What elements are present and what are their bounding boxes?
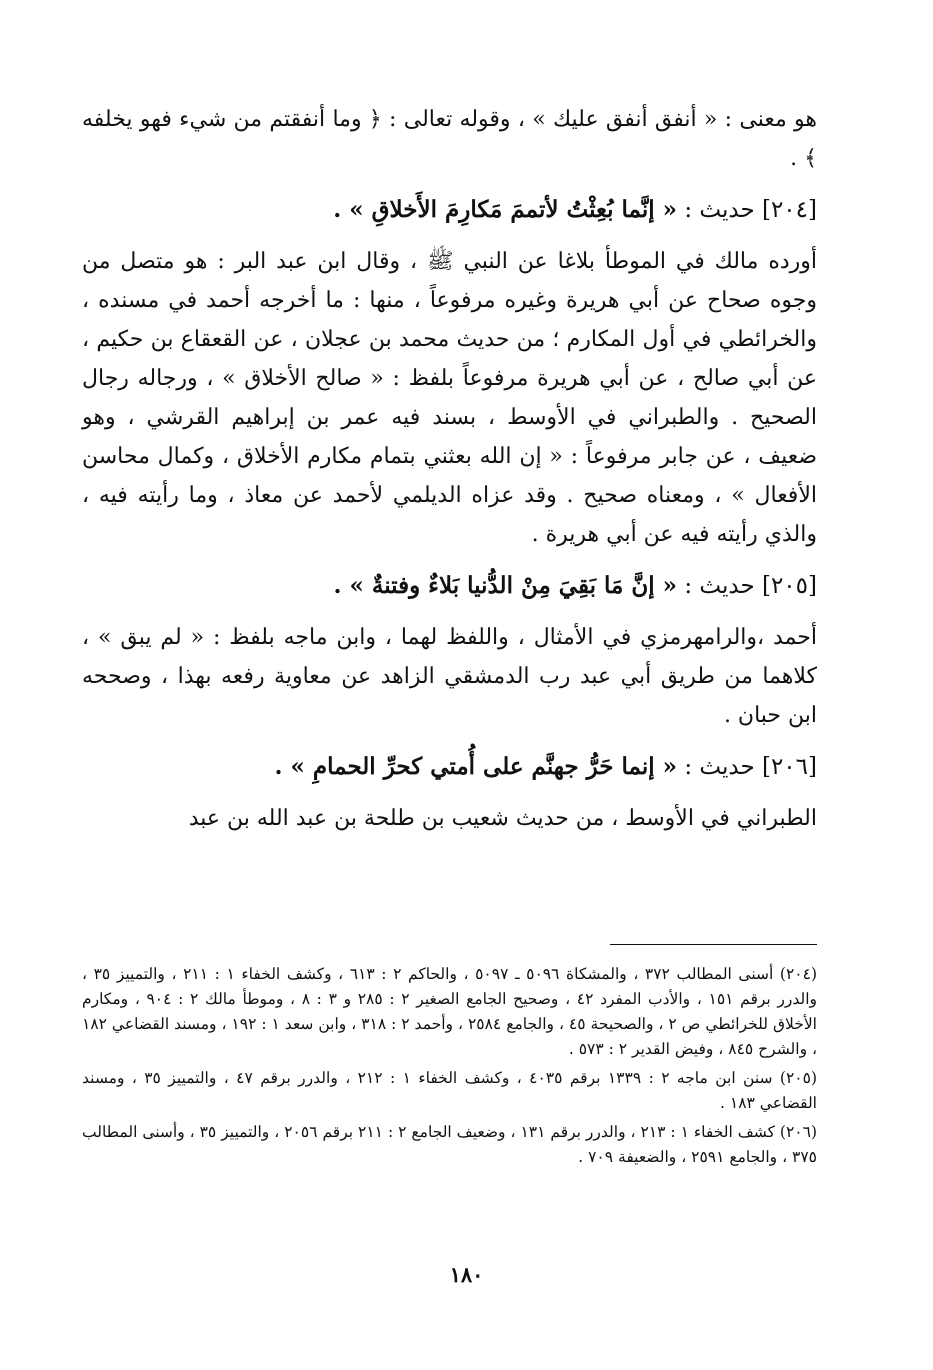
hadith-206-text: « إنما حَرُّ جهنَّم على أُمتي كحرِّ الحمامِ » . (274, 753, 678, 780)
intro-paragraph: هو معنى : « أنفق أنفق عليك » ، وقوله تعالى : ﴿ وما أنفقتم من شيء فهو يخلفه ﴾ . (82, 107, 817, 171)
hadith-204-number: [٢٠٤] حديث : (684, 197, 817, 223)
footnote-separator (610, 944, 817, 945)
hadith-205-text: « إنَّ مَا بَقِيَ مِنْ الدُّنيا بَلاءٌ وفتنةٌ » . (333, 572, 678, 599)
hadith-206-commentary: الطبراني في الأوسط ، من حديث شعيب بن طلحة بن عبد الله بن عبد (188, 806, 817, 831)
hadith-204-text: « إنَّما بُعِثْتُ لأتممَ مَكارِمَ الأَخلاقِ » . (333, 196, 678, 223)
hadith-204-heading (82, 190, 817, 230)
hadith-205-number: [٢٠٥] حديث : (684, 573, 817, 599)
page-number: ١٨٠ (449, 1262, 484, 1287)
footnotes (82, 962, 817, 1174)
hadith-206-heading (82, 747, 817, 787)
main-text (82, 100, 817, 838)
hadith-205-heading (82, 566, 817, 606)
hadith-205-commentary: أحمد ،والرامهرمزي في الأمثال ، واللفظ لهما ، وابن ماجه بلفظ : « لم يبق » ، كلاهما من طريق أبي عبد رب الدمشقي الزاهد عن معاوية رفعه بهذا ، وصححه ابن حبان . (82, 625, 817, 728)
footnote-206: (٢٠٦) كشف الخفاء ١ : ٢١٣ ، والدرر برقم ١٣١ ، وضعيف الجامع ٢ : ٢١١ برقم ٢٠٥٦ ، والتمييز ٣٥ ، وأسنى المطالب ٣٧٥ ، والجامع ٢٥٩١ ، والضعيفة ٧٠٩ . (82, 1123, 818, 1166)
hadith-204-commentary: أورده مالك في الموطأ بلاغا عن النبي ﷺ ، وقال ابن عبد البر : هو متصل من وجوه صحاح عن أبي هريرة وغيره مرفوعاً ، منها : ما أخرجه أحمد في مسنده ، والخرائطي في أول المكارم ؛ من حديث محمد بن عجلان ، عن القعقاع بن حكيم ، عن أبي صالح ، عن أبي هريرة مرفوعاً بلفظ : « صالح الأخلاق » ، ورجاله رجال الصحيح . والطبراني في الأوسط ، بسند فيه عمر بن إبراهيم القرشي ، وهو ضعيف ، عن جابر مرفوعاً : « إن الله بعثني بتمام مكارم الأخلاق ، وكمال محاسن الأفعال » ، ومعناه صحيح . وقد عزاه الديلمي لأحمد عن معاذ ، وما رأيته فيه ، والذي رأيته فيه عن أبي هريرة . (82, 249, 817, 547)
hadith-206-number: [٢٠٦] حديث : (684, 754, 817, 780)
footnote-205: (٢٠٥) سنن ابن ماجه ٢ : ١٣٣٩ برقم ٤٠٣٥ ، وكشف الخفاء ١ : ٢١٢ ، والدرر برقم ٤٧ ، والتمييز ٣٥ ، ومسند القضاعي ١٨٣ . (82, 1069, 817, 1112)
footnote-204: (٢٠٤) أسنى المطالب ٣٧٢ ، والمشكاة ٥٠٩٦ ـ ٥٠٩٧ ، والحاكم ٢ : ٦١٣ ، وكشف الخفاء ١ : ٢١١ ، والتمييز ٣٥ ، والدرر برقم ١٥١ ، والأدب المفرد ٤٢ ، وصحيح الجامع الصغير ٢ : ٢٨٥ و ٣ : ٨ ، وموطأ مالك ٢ : ٩٠٤ ، ومكارم الأخلاق للخرائطي ص ٢ ، والصحيحة ٤٥ ، والجامع ٢٥٨٤ ، وأحمد ٢ : ٣١٨ ، وابن سعد ١ : ١٩٢ ، ومسند القضاعي ١٨٢ ، والشرح ٨٤٥ ، وفيض القدير ٢ : ٥٧٣ . (82, 965, 818, 1058)
